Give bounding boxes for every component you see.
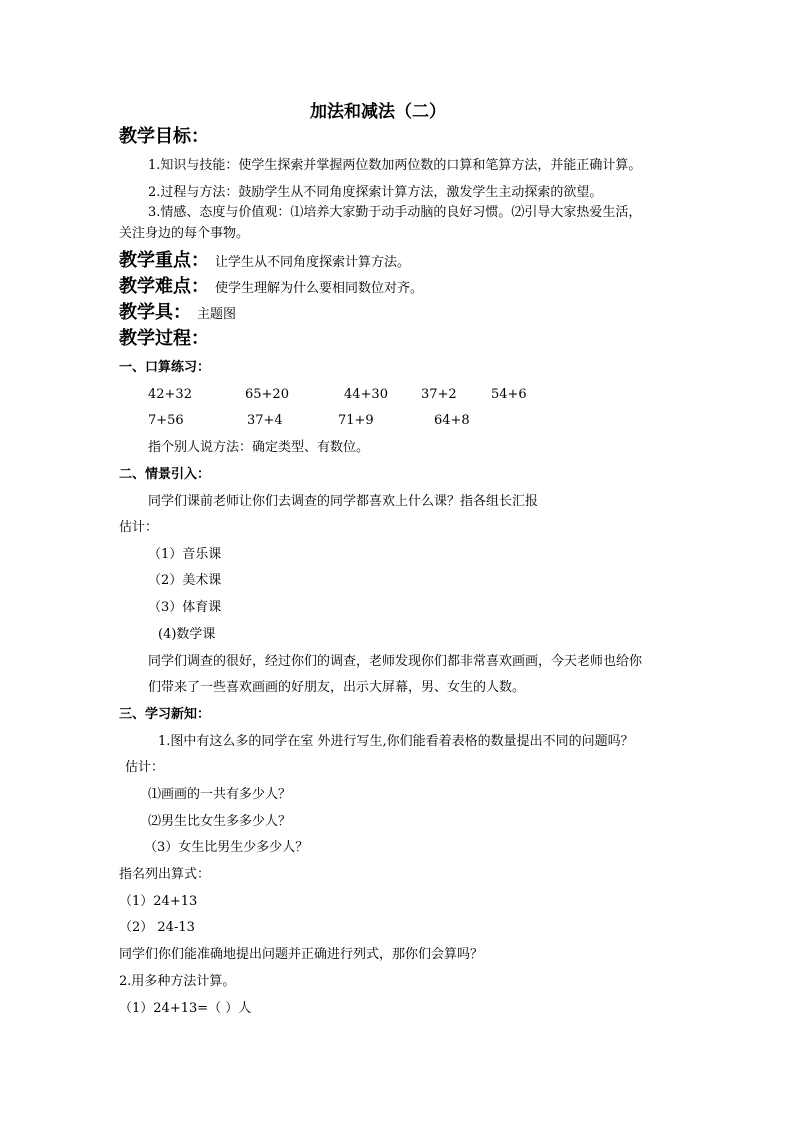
goal-item: 3.情感、态度与价值观：⑴培养大家勤于动手动脑的良好习惯。⑵引导大家热爱生活， <box>148 205 642 220</box>
tools-heading: 教学具： <box>119 302 191 323</box>
question-item: ⑴画画的一共有多少人？ <box>148 787 292 802</box>
oral-item: 37+4 <box>247 413 283 428</box>
section2-summary: 们带来了一些喜欢画画的好朋友，出示大屏幕，男、女生的人数。 <box>148 680 526 695</box>
section2-heading: 二、情景引入： <box>119 467 211 482</box>
key-point <box>119 250 410 274</box>
section1-note: 指个别人说方法：确定类型、有数位。 <box>148 440 370 455</box>
oral-item: 44+30 <box>344 387 388 402</box>
section3-calc: （1）24+13=（ ）人 <box>119 1001 252 1016</box>
formula-item: （1）24+13 <box>119 894 198 909</box>
section2-intro: 同学们课前老师让你们去调查的同学都喜欢上什么课？指各组长汇报 <box>148 494 539 509</box>
section2-summary: 同学们调查的很好，经过你们的调查，老师发现你们都非常喜欢画画，今天老师也给你 <box>148 654 643 669</box>
formula-item: （2） 24-13 <box>119 920 195 935</box>
option-item: （3）体育课 <box>148 600 222 615</box>
question-item: （3）女生比男生少多少人？ <box>144 840 309 855</box>
goal-item: 关注身边的每个事物。 <box>119 226 250 241</box>
tools <box>119 302 236 326</box>
section3-question: 1.图中有这么多的同学在室 外进行写生,你们能看着表格的数量提出不同的问题吗？ <box>158 734 634 749</box>
formula-label: 指名列出算式： <box>119 867 211 882</box>
oral-item: 64+8 <box>434 413 470 428</box>
option-item: （2）美术课 <box>148 573 222 588</box>
difficulty-heading: 教学难点： <box>119 276 209 297</box>
section3-heading: 三、学习新知： <box>119 707 211 722</box>
oral-item: 7+56 <box>148 413 184 428</box>
oral-item: 42+32 <box>148 387 192 402</box>
section3-estimate: 估计： <box>125 760 165 775</box>
question-item: ⑵男生比女生多多少人？ <box>148 814 292 829</box>
page-title: 加法和减法（二） <box>310 102 446 122</box>
difficulty-text: 使学生理解为什么要相同数位对齐。 <box>215 281 424 296</box>
key-point-text: 让学生从不同角度探索计算方法。 <box>215 255 411 270</box>
oral-item: 71+9 <box>338 413 374 428</box>
key-point-heading: 教学重点： <box>119 250 209 271</box>
option-item: (4)数学课 <box>158 627 216 642</box>
goal-item: 2.过程与方法：鼓励学生从不同角度探索计算方法，激发学生主动探索的欲望。 <box>148 185 603 200</box>
section1-heading: 一、口算练习： <box>119 360 211 375</box>
tools-text: 主题图 <box>197 307 237 322</box>
oral-item: 37+2 <box>421 387 457 402</box>
goal-item: 1.知识与技能：使学生探索并掌握两位数加两位数的口算和笔算方法，并能正确计算。 <box>148 158 642 173</box>
goals-heading: 教学目标： <box>119 126 209 147</box>
section3-method: 2.用多种方法计算。 <box>119 974 236 989</box>
section3-ask: 同学们你们能准确地提出问题并正确进行列式，那你们会算吗？ <box>119 947 484 962</box>
process-heading: 教学过程： <box>119 328 209 349</box>
option-item: （1）音乐课 <box>148 547 222 562</box>
oral-item: 65+20 <box>245 387 289 402</box>
difficulty <box>119 276 423 300</box>
section2-estimate: 估计： <box>119 520 159 535</box>
oral-item: 54+6 <box>491 387 527 402</box>
